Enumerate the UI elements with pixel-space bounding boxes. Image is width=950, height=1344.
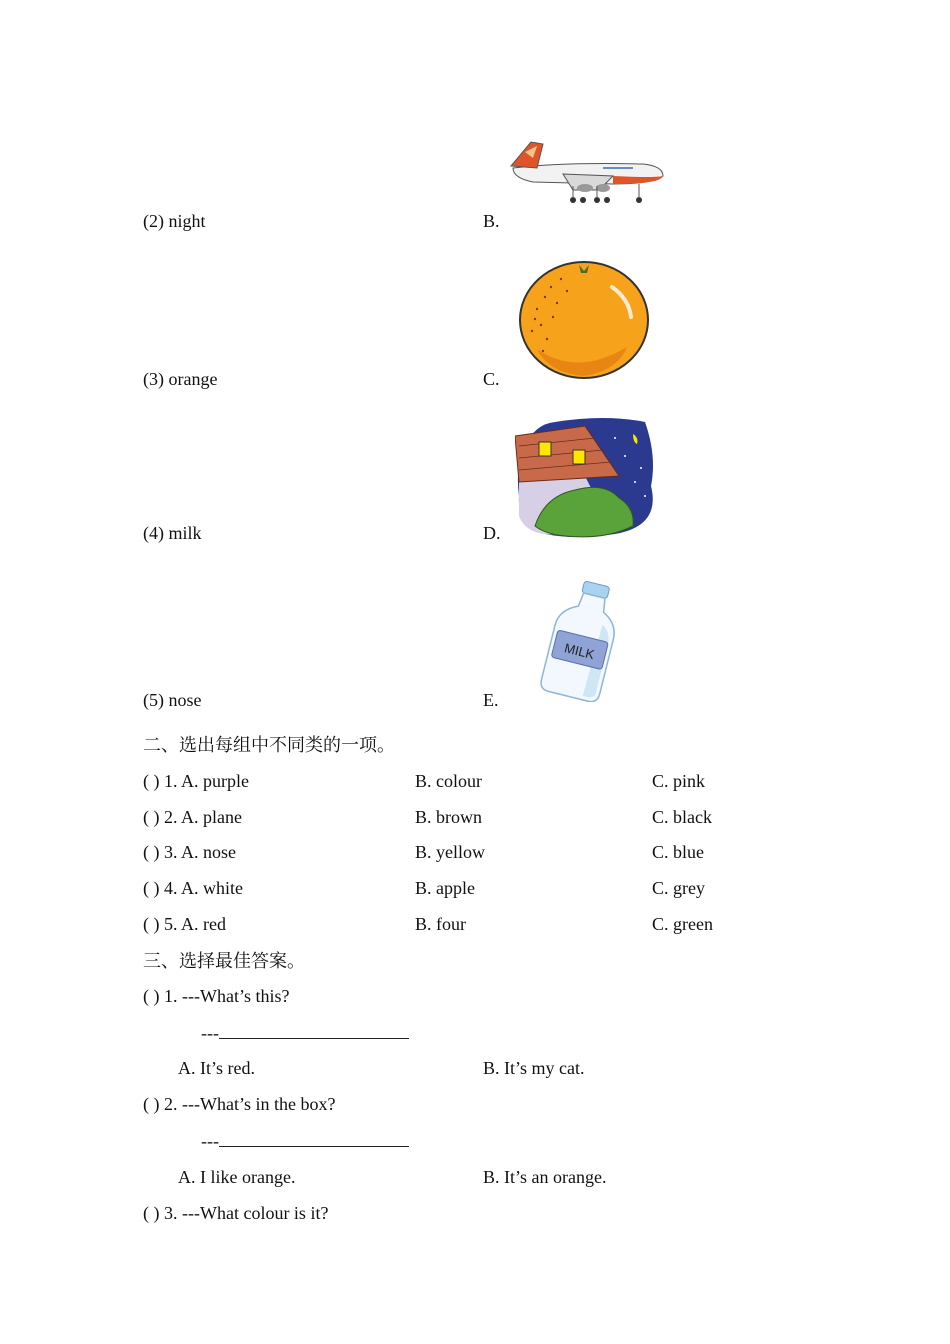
s2-item-5-c: C. green (652, 914, 713, 934)
match-word-milk: (4) milk (143, 523, 202, 543)
s2-item-3-c: C. blue (652, 842, 704, 862)
s2-item-2-a: ( ) 2. A. plane (143, 807, 242, 827)
s3-q2-option-a: A. I like orange. (178, 1167, 296, 1187)
milk-bottle-picture (540, 580, 624, 702)
section3-heading: 三、选择最佳答案。 (143, 951, 305, 971)
s2-item-1-c: C. pink (652, 771, 706, 791)
orange-picture (517, 259, 651, 381)
match-word-night: (2) night (143, 211, 206, 231)
match-option-b: B. (483, 211, 500, 231)
milk-label: MILK (562, 640, 596, 663)
s2-item-5-a: ( ) 5. A. red (143, 914, 226, 934)
night-house-picture (515, 416, 657, 538)
answer-blank[interactable] (219, 1132, 409, 1147)
s3-answer-line-1 (201, 1023, 409, 1043)
match-word-orange: (3) orange (143, 369, 218, 389)
answer-blank[interactable] (219, 1024, 409, 1039)
s3-q2-option-b: B. It’s an orange. (483, 1167, 607, 1187)
s2-item-3-a: ( ) 3. A. nose (143, 842, 236, 862)
s3-question-2: ( ) 2. ---What’s in the box? (143, 1094, 336, 1114)
s2-item-2-c: C. black (652, 807, 712, 827)
s2-item-4-a: ( ) 4. A. white (143, 878, 243, 898)
s2-item-4-b: B. apple (415, 878, 475, 898)
section2-heading: 二、选出每组中不同类的一项。 (143, 735, 395, 755)
match-option-c: C. (483, 369, 500, 389)
s2-item-3-b: B. yellow (415, 842, 485, 862)
s2-item-1-b: B. colour (415, 771, 482, 791)
airplane-picture (503, 138, 667, 208)
s3-q1-option-a: A. It’s red. (178, 1058, 255, 1078)
s3-answer-line-2 (201, 1131, 409, 1151)
s2-item-5-b: B. four (415, 914, 466, 934)
answer-prefix: --- (201, 1023, 219, 1043)
s3-q1-option-b: B. It’s my cat. (483, 1058, 585, 1078)
s3-question-3: ( ) 3. ---What colour is it? (143, 1203, 329, 1223)
match-word-nose: (5) nose (143, 690, 202, 710)
s2-item-2-b: B. brown (415, 807, 482, 827)
match-option-d: D. (483, 523, 501, 543)
answer-prefix: --- (201, 1131, 219, 1151)
s2-item-4-c: C. grey (652, 878, 705, 898)
s2-item-1-a: ( ) 1. A. purple (143, 771, 249, 791)
s3-question-1: ( ) 1. ---What’s this? (143, 986, 290, 1006)
match-option-e: E. (483, 690, 499, 710)
